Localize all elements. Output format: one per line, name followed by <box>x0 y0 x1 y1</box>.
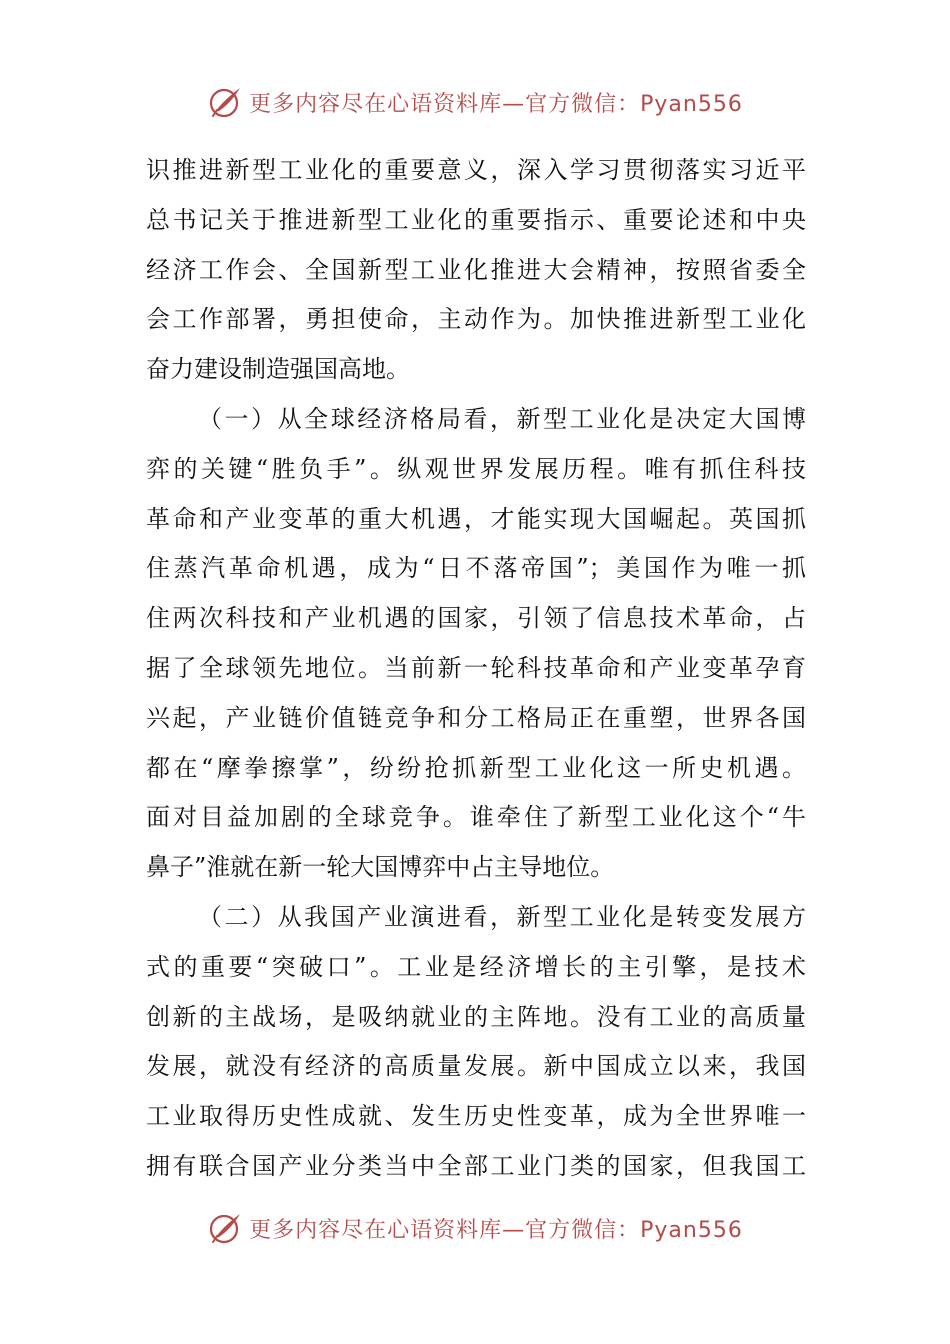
text-line: 据了全球领先地位。当前新一轮科技革命和产业变革孕育 <box>146 653 806 682</box>
text-line: 识推进新型工业化的重要意义，深入学习贯彻落实习近平 <box>146 156 806 184</box>
document-body <box>146 146 806 1192</box>
footer-banner <box>0 1206 950 1250</box>
header-banner <box>0 80 950 124</box>
text-line: 都在“摩拳擦掌”，纷纷抢抓新型工业化这一所史机遇。 <box>146 753 806 782</box>
text-line: 拥有联合国产业分类当中全部工业门类的国家，但我国工 <box>146 1151 806 1180</box>
text-line: 创新的主战场，是吸纳就业的主阵地。没有工业的高质量 <box>146 1002 806 1031</box>
quill-pen-logo-icon <box>207 84 243 120</box>
banner-text: 更多内容尽在心语资料库—官方微信：Pyan556 <box>249 1217 743 1243</box>
text-line: 奋力建设制造强国高地。 <box>146 355 410 384</box>
text-line: 住蒸汽革命机遇，成为“日不落帝国”；美国作为唯一抓 <box>146 554 806 583</box>
quill-pen-logo-icon <box>207 1210 243 1246</box>
text-line: 住两次科技和产业机遇的国家，引领了信息技术革命，占 <box>146 604 806 633</box>
text-line: 经济工作会、全国新型工业化推进大会精神，按照省委全 <box>146 255 806 284</box>
text-line: 式的重要“突破口”。工业是经济增长的主引擎，是技术 <box>146 952 806 981</box>
text-line: 工业取得历史性成就、发生历史性变革，成为全世界唯一 <box>146 1102 806 1131</box>
text-line: 发展，就没有经济的高质量发展。新中国成立以来，我国 <box>146 1052 806 1081</box>
text-line: （一）从全球经济格局看，新型工业化是决定大国博 <box>198 404 806 433</box>
text-line: 会工作部署，勇担使命，主动作为。加快推进新型工业化 <box>146 305 806 334</box>
text-line: 弈的关键“胜负手”。纵观世界发展历程。唯有抓住科技 <box>146 454 806 483</box>
text-line: 鼻子”淮就在新一轮大国博弈中占主导地位。 <box>146 853 615 882</box>
text-line: 兴起，产业链价值链竞争和分工格局正在重塑，世界各国 <box>146 703 806 732</box>
text-line: （二）从我国产业演进看，新型工业化是转变发展方 <box>198 902 806 931</box>
text-line: 面对目益加剧的全球竞争。谁牵住了新型工业化这个“牛 <box>146 803 806 832</box>
banner-text: 更多内容尽在心语资料库—官方微信：Pyan556 <box>249 91 743 117</box>
text-line: 革命和产业变革的重大机遇，才能实现大国崛起。英国抓 <box>146 504 806 533</box>
text-line: 总书记关于推进新型工业化的重要指示、重要论述和中央 <box>146 205 806 234</box>
